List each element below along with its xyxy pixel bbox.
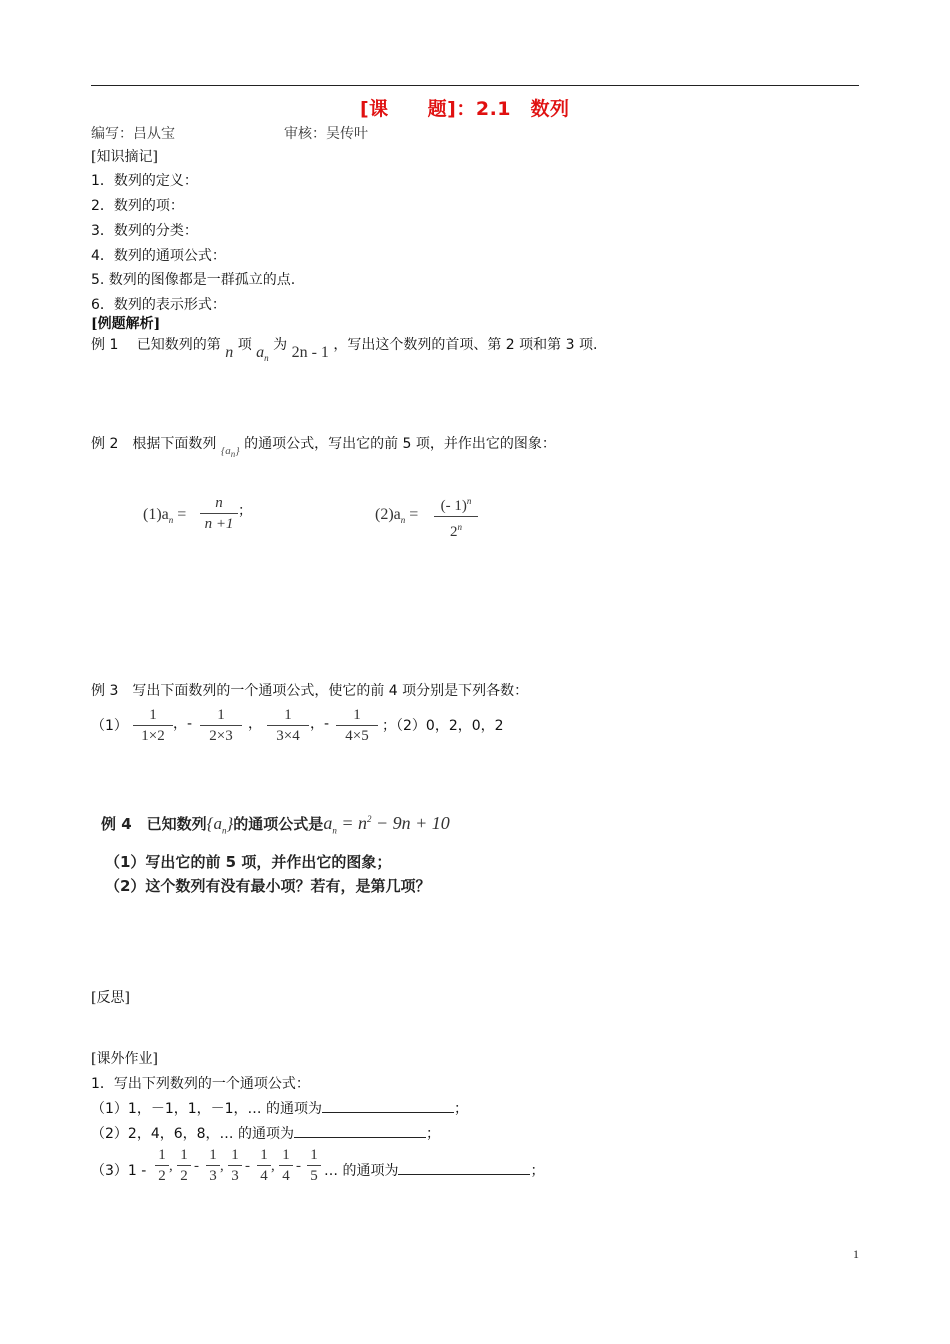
example-4 — [101, 813, 450, 836]
section-reflection: [反思] — [91, 990, 130, 1006]
answer-blank-3[interactable] — [398, 1160, 530, 1175]
h3-fraction-3: 1 3 — [206, 1146, 220, 1185]
section-homework: [课外作业] — [91, 1051, 158, 1067]
section-examples: [例题解析] — [91, 316, 161, 332]
ex3-fraction-1: 1 1×2 — [133, 706, 173, 745]
h3-sep-3: , — [220, 1158, 224, 1174]
knowledge-item-4: 4．数列的通项公式： — [91, 248, 226, 264]
ex2-suffix: 的通项公式，写出它的前 5 项，并作出它的图象： — [244, 436, 556, 452]
ex3-fraction-2: 1 2×3 — [200, 706, 242, 745]
h3-sep-6: - — [296, 1158, 301, 1174]
homework-item-3: … 的通项为 ； — [324, 1160, 544, 1180]
page-number: 1 — [853, 1247, 859, 1261]
h3-fraction-1: 1 2 — [155, 1146, 169, 1185]
ex2-formula2-label: $(2)a_n$ = — [375, 506, 419, 526]
ex3-fraction-4: 1 4×5 — [336, 706, 378, 745]
answer-blank-2[interactable] — [294, 1123, 426, 1138]
example-3: 例 3 写出下面数列的一个通项公式，使它的前 4 项分别是下列各数： — [91, 683, 529, 699]
page-title: [课 题]：2.1 数列 — [360, 98, 570, 120]
author-line: 编写：吕从宝 — [91, 126, 175, 142]
ex4-question-2: （2）这个数列有没有最小项？若有，是第几项？ — [105, 877, 431, 895]
ex4-prefix: 例 4 已知数列 — [101, 815, 207, 833]
ex2-formula1-fraction: n n +1 — [200, 494, 238, 533]
ex4-seq: $\{a_n\}$ — [206, 814, 234, 836]
ex4-question-1: （1）写出它的前 5 项，并作出它的图象； — [105, 853, 392, 871]
h3-fraction-7: 1 5 — [307, 1146, 321, 1185]
h3-fraction-2: 1 2 — [177, 1146, 191, 1185]
ex1-mid1: 项 — [237, 337, 252, 353]
homework-item-1: （1）1，－1，1，－1，… 的通项为 ； — [91, 1098, 468, 1118]
h3-fraction-6: 1 4 — [279, 1146, 293, 1185]
homework-item-2: （2）2，4，6，8，… 的通项为 ； — [91, 1123, 440, 1143]
ex3-part2: ；（2）0，2，0，2 — [382, 718, 504, 734]
h3-sep-4: - — [245, 1158, 250, 1174]
knowledge-item-1: 1．数列的定义： — [91, 173, 198, 189]
answer-blank-1[interactable] — [322, 1098, 454, 1113]
header-rule — [91, 85, 859, 86]
ex2-formula1-end: ； — [238, 503, 252, 519]
ex4-mid: 的通项公式是 — [233, 815, 324, 833]
ex2-formula2-fraction: (- 1)$^n$ 2$^n$ — [434, 492, 478, 541]
section-knowledge: [知识摘记] — [91, 149, 158, 165]
ex2-formula1-label: $(1)a_n$ = — [143, 506, 187, 526]
example-2 — [91, 433, 556, 460]
ex3-sep-3: ， — [248, 716, 262, 732]
knowledge-item-2: 2．数列的项： — [91, 198, 184, 214]
ex1-mid2: 为 — [273, 337, 288, 353]
h3-sep-5: , — [271, 1158, 275, 1174]
example-1 — [91, 334, 598, 364]
ex4-formula: $a_n = n^2 - 9n + 10$ — [323, 813, 450, 836]
knowledge-item-3: 3．数列的分类： — [91, 223, 198, 239]
knowledge-item-5: 5. 数列的图像都是一群孤立的点. — [91, 272, 296, 288]
knowledge-item-6: 6．数列的表示形式： — [91, 297, 226, 313]
ex3-fraction-3: 1 3×4 — [267, 706, 309, 745]
ex2-prefix: 例 2 根据下面数列 — [91, 436, 217, 452]
ex1-formula: 2n - 1 — [291, 344, 329, 361]
ex2-seq: {an} — [220, 445, 240, 460]
h3-sep-2: - — [194, 1158, 199, 1174]
homework-item-3-prefix: （3）1 - — [91, 1163, 147, 1179]
ex1-prefix: 例 1 已知数列的第 — [91, 337, 221, 353]
reviewer-line: 审核：吴传叶 — [284, 126, 368, 142]
ex1-var-an: $a_n$ — [256, 344, 269, 364]
ex3-part1-label: （1） — [91, 718, 128, 734]
h3-fraction-4: 1 3 — [228, 1146, 242, 1185]
ex1-suffix: ，写出这个数列的首项、第 2 项和第 3 项. — [333, 337, 598, 353]
ex3-sep-4: ，- — [310, 716, 330, 732]
h3-sep-1: , — [169, 1158, 173, 1174]
ex1-var-n: n — [225, 344, 234, 361]
ex3-sep-2: ，- — [173, 716, 193, 732]
h3-fraction-5: 1 4 — [257, 1146, 271, 1185]
homework-intro: 1．写出下列数列的一个通项公式： — [91, 1076, 310, 1092]
